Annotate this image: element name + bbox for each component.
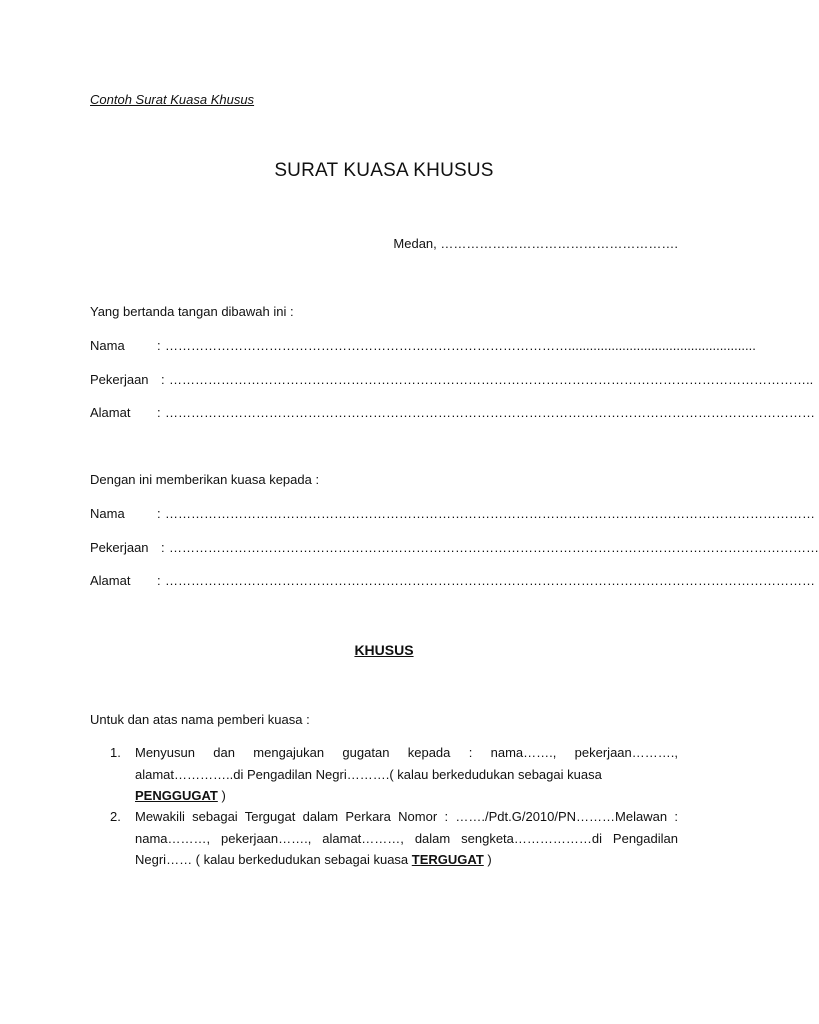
blank-fill-line: …………………………………………………………………………………………………………………………………… bbox=[165, 573, 815, 588]
grantor-address-field bbox=[90, 405, 815, 423]
field-label: Pekerjaan bbox=[90, 372, 149, 387]
list-item-number: 1. bbox=[110, 745, 121, 760]
blank-fill-line: ………………………………………………………………………………………………………………………………….. bbox=[169, 372, 814, 387]
field-colon: : bbox=[157, 506, 161, 521]
list-item bbox=[110, 806, 678, 872]
field-colon: : bbox=[161, 372, 165, 387]
field-colon: : bbox=[161, 540, 165, 555]
grantor-name-field bbox=[90, 338, 756, 356]
list-item-text bbox=[135, 806, 678, 871]
special-intro: Untuk dan atas nama pemberi kuasa : bbox=[90, 712, 310, 727]
grantee-name-field bbox=[90, 506, 815, 524]
field-colon: : bbox=[157, 405, 161, 420]
list-item-suffix: ) bbox=[483, 852, 492, 867]
list-item-body: Menyusun dan mengajukan gugatan kepada : nama……., pekerjaan………., alamat…………..di Pengadilan Negri……….( kalau berkedudukan sebagai kuasa bbox=[135, 745, 678, 782]
list-item-suffix: ) bbox=[217, 788, 226, 803]
blank-fill-line: …………………………………………………………………………………………………………………………………… bbox=[165, 405, 815, 420]
place-date-line: Medan, ………………………………………………. bbox=[393, 236, 678, 251]
field-label: Pekerjaan bbox=[90, 540, 149, 555]
field-colon: : bbox=[157, 573, 161, 588]
field-colon: : bbox=[157, 338, 161, 353]
section-heading-khusus: KHUSUS bbox=[354, 642, 414, 658]
emphasized-role: PENGGUGAT bbox=[135, 788, 218, 803]
grantee-address-field bbox=[90, 573, 815, 591]
list-item-number: 2. bbox=[110, 809, 121, 824]
emphasized-role: TERGUGAT bbox=[411, 852, 484, 867]
blank-fill-line: …………………………………………………………………………………………………………………………………… bbox=[169, 540, 819, 555]
blank-fill-line: …………………………………………………………………………………………………………………………………… bbox=[165, 506, 815, 521]
list-item bbox=[110, 742, 678, 808]
example-label: Contoh Surat Kuasa Khusus bbox=[90, 92, 255, 107]
blank-fill-line: ………………………………………………………………………………….................................................... bbox=[165, 338, 756, 353]
field-label: Alamat bbox=[90, 405, 131, 420]
document-title: SURAT KUASA KHUSUS bbox=[274, 160, 494, 181]
grantor-occupation-field bbox=[90, 372, 814, 390]
field-label: Alamat bbox=[90, 573, 131, 588]
list-item-text bbox=[135, 742, 678, 807]
grantee-occupation-field bbox=[90, 540, 819, 558]
list-item-body: Mewakili sebagai Tergugat dalam Perkara Nomor : ……./Pdt.G/2010/PN………Melawan : nama………, pekerjaan……., alamat………, dalam sengketa………………di Pengadilan Negri…… ( kalau berkedudukan sebagai kuasa bbox=[135, 809, 678, 867]
field-label: Nama bbox=[90, 506, 125, 521]
grantor-intro: Yang bertanda tangan dibawah ini : bbox=[90, 304, 294, 319]
grantee-intro: Dengan ini memberikan kuasa kepada : bbox=[90, 472, 320, 487]
field-label: Nama bbox=[90, 338, 125, 353]
